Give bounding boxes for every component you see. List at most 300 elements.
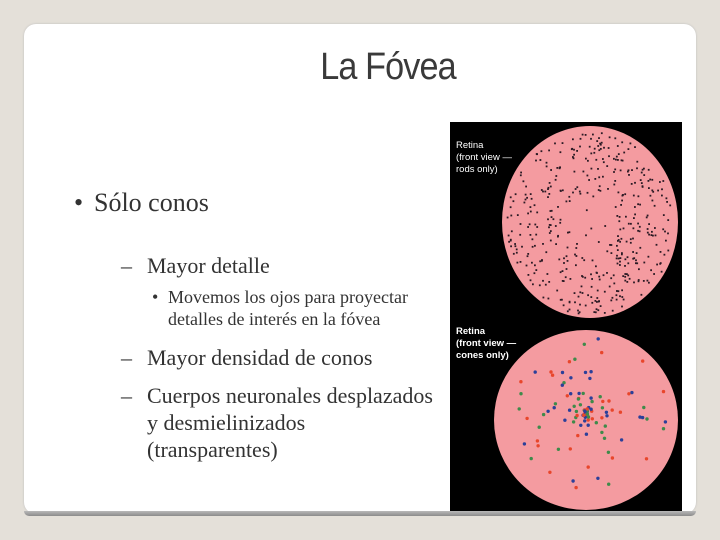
retina-rods-disc bbox=[502, 126, 678, 318]
cone-dot bbox=[519, 380, 522, 383]
cone-dot bbox=[587, 465, 590, 468]
rod-dot bbox=[615, 159, 617, 161]
rod-dot bbox=[576, 186, 578, 188]
rod-dot bbox=[601, 132, 603, 134]
rod-dot bbox=[527, 253, 529, 255]
rod-dot bbox=[534, 204, 536, 206]
cone-dot bbox=[549, 370, 552, 373]
rod-dot bbox=[603, 274, 605, 276]
rod-dot bbox=[642, 185, 644, 187]
cone-dot bbox=[523, 442, 526, 445]
rod-dot bbox=[550, 240, 552, 242]
rod-dot bbox=[650, 269, 652, 271]
rod-dot bbox=[596, 297, 598, 299]
cone-dot bbox=[566, 394, 569, 397]
rod-dot bbox=[598, 176, 600, 178]
rod-dot bbox=[628, 174, 630, 176]
rod-dot bbox=[597, 290, 599, 292]
rod-dot bbox=[633, 195, 635, 197]
rod-dot bbox=[567, 232, 569, 234]
rod-dot bbox=[604, 225, 606, 227]
rod-dot bbox=[510, 240, 512, 242]
rod-dot bbox=[617, 145, 619, 147]
rod-dot bbox=[631, 169, 633, 171]
rod-dot bbox=[612, 310, 614, 312]
rod-dot bbox=[636, 262, 638, 264]
rod-dot bbox=[544, 191, 546, 193]
rod-dot bbox=[655, 235, 657, 237]
rod-dot bbox=[603, 161, 605, 163]
rod-dot bbox=[648, 256, 650, 258]
bullet-main bbox=[74, 188, 209, 218]
rod-dot bbox=[622, 275, 624, 277]
cone-dot bbox=[662, 427, 665, 430]
rod-dot bbox=[639, 247, 641, 249]
rod-dot bbox=[510, 196, 512, 198]
cone-dot bbox=[568, 409, 571, 412]
rod-dot bbox=[602, 158, 604, 160]
rod-dot bbox=[582, 292, 584, 294]
cone-dot bbox=[575, 414, 578, 417]
rod-dot bbox=[546, 162, 548, 164]
rod-dot bbox=[623, 152, 625, 154]
rod-dot bbox=[656, 244, 658, 246]
rod-dot bbox=[616, 156, 618, 158]
rod-dot bbox=[548, 193, 550, 195]
rod-dot bbox=[659, 181, 661, 183]
rod-dot bbox=[514, 243, 516, 245]
rod-dot bbox=[620, 204, 622, 206]
rod-dot bbox=[581, 286, 583, 288]
rod-dot bbox=[619, 241, 621, 243]
rod-dot bbox=[531, 262, 533, 264]
rod-dot bbox=[527, 255, 529, 257]
rod-dot bbox=[619, 261, 621, 263]
rod-dot bbox=[620, 257, 622, 259]
rod-dot bbox=[523, 180, 525, 182]
caption-cones: Retina (front view — cones only) bbox=[456, 326, 517, 361]
rod-dot bbox=[548, 298, 550, 300]
rod-dot bbox=[621, 200, 623, 202]
slide-title: La Fóvea bbox=[320, 46, 456, 88]
rod-dot bbox=[508, 235, 510, 237]
rod-dot bbox=[634, 182, 636, 184]
cone-dot bbox=[574, 486, 577, 489]
rod-dot bbox=[565, 276, 567, 278]
rod-dot bbox=[548, 226, 550, 228]
rod-dot bbox=[579, 191, 581, 193]
rod-dot bbox=[550, 186, 552, 188]
rod-dot bbox=[516, 252, 518, 254]
rod-dot bbox=[652, 235, 654, 237]
rod-dot bbox=[578, 296, 580, 298]
cone-dot bbox=[586, 407, 589, 410]
rod-dot bbox=[515, 245, 517, 247]
bullet-dot-icon: • bbox=[74, 188, 84, 217]
rod-dot bbox=[534, 224, 536, 226]
cone-dot bbox=[619, 411, 622, 414]
rod-dot bbox=[557, 206, 559, 208]
rod-dot bbox=[535, 234, 537, 236]
rod-dot bbox=[606, 272, 608, 274]
rod-dot bbox=[624, 280, 626, 282]
rod-dot bbox=[591, 168, 593, 170]
dash-icon: – bbox=[121, 345, 132, 370]
rod-dot bbox=[575, 264, 577, 266]
rod-dot bbox=[596, 272, 598, 274]
rod-dot bbox=[619, 216, 621, 218]
rod-dot bbox=[601, 142, 603, 144]
rod-dot bbox=[628, 148, 630, 150]
rod-dot bbox=[548, 281, 550, 283]
rod-dot bbox=[648, 223, 650, 225]
caption-rods: Retina (front view — rods only) bbox=[456, 140, 512, 175]
rod-dot bbox=[636, 167, 638, 169]
cone-dot bbox=[596, 477, 599, 480]
rod-dot bbox=[590, 228, 592, 230]
rod-dot bbox=[656, 264, 658, 266]
rod-dot bbox=[525, 199, 527, 201]
rod-dot bbox=[591, 278, 593, 280]
rod-dot bbox=[661, 195, 663, 197]
rod-dot bbox=[667, 233, 669, 235]
rod-dot bbox=[653, 273, 655, 275]
rod-dot bbox=[542, 280, 544, 282]
cone-dot bbox=[605, 411, 608, 414]
rod-dot bbox=[560, 299, 562, 301]
cone-dot bbox=[534, 370, 537, 373]
rod-dot bbox=[556, 290, 558, 292]
rod-dot bbox=[520, 223, 522, 225]
rod-dot bbox=[530, 234, 532, 236]
rod-dot bbox=[530, 279, 532, 281]
rod-dot bbox=[614, 137, 616, 139]
rod-dot bbox=[627, 262, 629, 264]
rod-dot bbox=[648, 169, 650, 171]
rod-dot bbox=[526, 265, 528, 267]
rod-dot bbox=[566, 255, 568, 257]
rod-dot bbox=[587, 192, 589, 194]
rod-dot bbox=[579, 146, 581, 148]
rod-dot bbox=[598, 300, 600, 302]
cone-dot bbox=[607, 399, 610, 402]
rod-dot bbox=[530, 211, 532, 213]
rod-dot bbox=[559, 222, 561, 224]
cone-dot bbox=[551, 374, 554, 377]
cone-dot bbox=[585, 433, 588, 436]
rod-dot bbox=[625, 216, 627, 218]
rod-dot bbox=[513, 200, 515, 202]
rod-dot bbox=[549, 182, 551, 184]
rod-dot bbox=[662, 228, 664, 230]
rod-dot bbox=[634, 206, 636, 208]
rod-dot bbox=[548, 150, 550, 152]
rod-dot bbox=[634, 214, 636, 216]
rod-dot bbox=[553, 218, 555, 220]
rod-dot bbox=[510, 206, 512, 208]
rod-dot bbox=[527, 226, 529, 228]
rod-dot bbox=[638, 195, 640, 197]
rod-dot bbox=[610, 277, 612, 279]
rod-dot bbox=[517, 214, 519, 216]
rod-dot bbox=[649, 179, 651, 181]
rod-dot bbox=[623, 299, 625, 301]
rod-dot bbox=[578, 313, 580, 315]
rod-dot bbox=[563, 257, 565, 259]
rod-dot bbox=[595, 265, 597, 267]
rod-dot bbox=[613, 184, 615, 186]
rod-dot bbox=[595, 159, 597, 161]
cone-dot bbox=[620, 438, 623, 441]
rod-dot bbox=[592, 134, 594, 136]
rod-dot bbox=[600, 148, 602, 150]
rod-dot bbox=[513, 253, 515, 255]
rod-dot bbox=[621, 296, 623, 298]
rod-dot bbox=[637, 203, 639, 205]
rod-dot bbox=[630, 238, 632, 240]
rod-dot bbox=[618, 192, 620, 194]
rod-dot bbox=[614, 180, 616, 182]
rod-dot bbox=[541, 189, 543, 191]
cone-dot bbox=[611, 456, 614, 459]
rod-dot bbox=[616, 255, 618, 257]
rod-dot bbox=[563, 304, 565, 306]
rod-dot bbox=[633, 282, 635, 284]
rod-dot bbox=[539, 284, 541, 286]
cone-dot bbox=[590, 400, 593, 403]
rod-dot bbox=[570, 278, 572, 280]
rod-dot bbox=[576, 150, 578, 152]
rod-dot bbox=[592, 196, 594, 198]
cone-dot bbox=[554, 402, 557, 405]
rod-dot bbox=[582, 134, 584, 136]
rod-dot bbox=[633, 257, 635, 259]
rod-dot bbox=[507, 217, 509, 219]
rod-dot bbox=[639, 230, 641, 232]
rod-dot bbox=[607, 188, 609, 190]
rod-dot bbox=[571, 148, 573, 150]
rod-dot bbox=[567, 260, 569, 262]
rod-dot bbox=[573, 154, 575, 156]
rod-dot bbox=[624, 193, 626, 195]
rod-dot bbox=[639, 226, 641, 228]
rod-dot bbox=[560, 271, 562, 273]
cone-dot bbox=[582, 414, 585, 417]
rod-dot bbox=[567, 247, 569, 249]
rod-dot bbox=[572, 192, 574, 194]
rod-dot bbox=[583, 171, 585, 173]
rod-dot bbox=[555, 225, 557, 227]
subbullet-density bbox=[121, 344, 373, 371]
cone-dot bbox=[542, 413, 545, 416]
cone-dot bbox=[584, 371, 587, 374]
rod-dot bbox=[559, 166, 561, 168]
cone-dot bbox=[595, 421, 598, 424]
rod-dot bbox=[516, 249, 518, 251]
rod-dot bbox=[623, 228, 625, 230]
rod-dot bbox=[641, 182, 643, 184]
rod-dot bbox=[630, 223, 632, 225]
rod-dot bbox=[582, 276, 584, 278]
rod-dot bbox=[580, 193, 582, 195]
rod-dot bbox=[590, 138, 592, 140]
rod-dot bbox=[511, 230, 513, 232]
rod-dot bbox=[530, 193, 532, 195]
rod-dot bbox=[608, 155, 610, 157]
slide-bottom-bar bbox=[24, 511, 696, 516]
rod-dot bbox=[627, 256, 629, 258]
rod-dot bbox=[508, 241, 510, 243]
rod-dot bbox=[609, 286, 611, 288]
rod-dot bbox=[521, 246, 523, 248]
cone-dot bbox=[561, 371, 564, 374]
rod-dot bbox=[534, 245, 536, 247]
rod-dot bbox=[526, 197, 528, 199]
rod-dot bbox=[534, 264, 536, 266]
rod-dot bbox=[585, 234, 587, 236]
cone-dot bbox=[642, 406, 645, 409]
rod-dot bbox=[580, 138, 582, 140]
rod-dot bbox=[621, 254, 623, 256]
rod-dot bbox=[535, 160, 537, 162]
rod-dot bbox=[616, 299, 618, 301]
cone-dot bbox=[568, 360, 571, 363]
rod-dot bbox=[651, 231, 653, 233]
rod-dot bbox=[632, 251, 634, 253]
rod-dot bbox=[654, 227, 656, 229]
cone-dot bbox=[607, 451, 610, 454]
rod-dot bbox=[510, 245, 512, 247]
cone-dot bbox=[538, 426, 541, 429]
rod-dot bbox=[616, 294, 618, 296]
cone-dot bbox=[582, 392, 585, 395]
rod-dot bbox=[657, 190, 659, 192]
rod-dot bbox=[647, 280, 649, 282]
rod-dot bbox=[545, 251, 547, 253]
rod-dot bbox=[650, 195, 652, 197]
rod-dot bbox=[633, 227, 635, 229]
rod-dot bbox=[556, 167, 558, 169]
rod-dot bbox=[539, 260, 541, 262]
rod-dot bbox=[550, 230, 552, 232]
rod-dot bbox=[590, 296, 592, 298]
cone-dot bbox=[571, 479, 574, 482]
rod-dot bbox=[543, 297, 545, 299]
cone-dot bbox=[603, 437, 606, 440]
rod-dot bbox=[665, 240, 667, 242]
rod-dot bbox=[614, 169, 616, 171]
rod-dot bbox=[617, 249, 619, 251]
slide bbox=[24, 24, 696, 514]
rod-dot bbox=[639, 204, 641, 206]
cone-dot bbox=[579, 403, 582, 406]
rod-dot bbox=[589, 146, 591, 148]
rod-dot bbox=[629, 278, 631, 280]
rod-dot bbox=[648, 180, 650, 182]
subsub-bullet-text: Movemos los ojos para proyectar detalles de interés en la fóvea bbox=[168, 287, 408, 329]
rod-dot bbox=[625, 258, 627, 260]
rod-dot bbox=[660, 262, 662, 264]
retina-diagram bbox=[450, 122, 682, 512]
cone-dot bbox=[599, 395, 602, 398]
rod-dot bbox=[532, 246, 534, 248]
cone-dot bbox=[563, 419, 566, 422]
cone-dot bbox=[577, 392, 580, 395]
rod-dot bbox=[617, 263, 619, 265]
rod-dot bbox=[647, 228, 649, 230]
cone-dot bbox=[553, 406, 556, 409]
rod-dot bbox=[525, 194, 527, 196]
rod-dot bbox=[558, 259, 560, 261]
subbullet-neurons bbox=[121, 382, 437, 463]
rod-dot bbox=[587, 294, 589, 296]
rod-dot bbox=[585, 134, 587, 136]
cone-dot bbox=[641, 359, 644, 362]
rod-dot bbox=[574, 292, 576, 294]
cone-dot bbox=[561, 384, 564, 387]
rod-dot bbox=[574, 171, 576, 173]
rod-dot bbox=[599, 143, 601, 145]
cone-dot bbox=[530, 457, 533, 460]
rod-dot bbox=[515, 193, 517, 195]
rod-dot bbox=[540, 159, 542, 161]
rod-dot bbox=[624, 276, 626, 278]
rod-dot bbox=[662, 180, 664, 182]
cone-dot bbox=[583, 419, 586, 422]
rod-dot bbox=[551, 216, 553, 218]
cone-dot bbox=[600, 416, 603, 419]
cone-dot bbox=[586, 412, 589, 415]
rod-dot bbox=[534, 272, 536, 274]
rod-dot bbox=[621, 289, 623, 291]
cone-dot bbox=[548, 471, 551, 474]
rod-dot bbox=[547, 196, 549, 198]
rod-dot bbox=[573, 157, 575, 159]
rod-dot bbox=[632, 238, 634, 240]
rod-dot bbox=[547, 218, 549, 220]
cone-dot bbox=[579, 424, 582, 427]
rod-dot bbox=[598, 137, 600, 139]
rod-dot bbox=[619, 295, 621, 297]
cone-dot bbox=[645, 417, 648, 420]
rod-dot bbox=[593, 311, 595, 313]
rod-dot bbox=[568, 196, 570, 198]
rod-dot bbox=[628, 223, 630, 225]
rod-dot bbox=[624, 273, 626, 275]
rod-dot bbox=[535, 269, 537, 271]
rod-dot bbox=[636, 252, 638, 254]
cone-dot bbox=[573, 358, 576, 361]
rod-dot bbox=[532, 283, 534, 285]
rod-dot bbox=[611, 252, 613, 254]
rod-dot bbox=[569, 200, 571, 202]
rod-dot bbox=[599, 185, 601, 187]
rod-dot bbox=[652, 200, 654, 202]
rod-dot bbox=[594, 178, 596, 180]
rod-dot bbox=[626, 281, 628, 283]
rod-dot bbox=[560, 151, 562, 153]
rod-dot bbox=[527, 213, 529, 215]
rod-dot bbox=[616, 290, 618, 292]
bullet-main-text: Sólo conos bbox=[94, 188, 209, 217]
rod-dot bbox=[532, 238, 534, 240]
rod-dot bbox=[575, 247, 577, 249]
rod-dot bbox=[636, 161, 638, 163]
rod-dot bbox=[648, 234, 650, 236]
rod-dot bbox=[635, 259, 637, 261]
rod-dot bbox=[573, 149, 575, 151]
cone-dot bbox=[605, 414, 608, 417]
